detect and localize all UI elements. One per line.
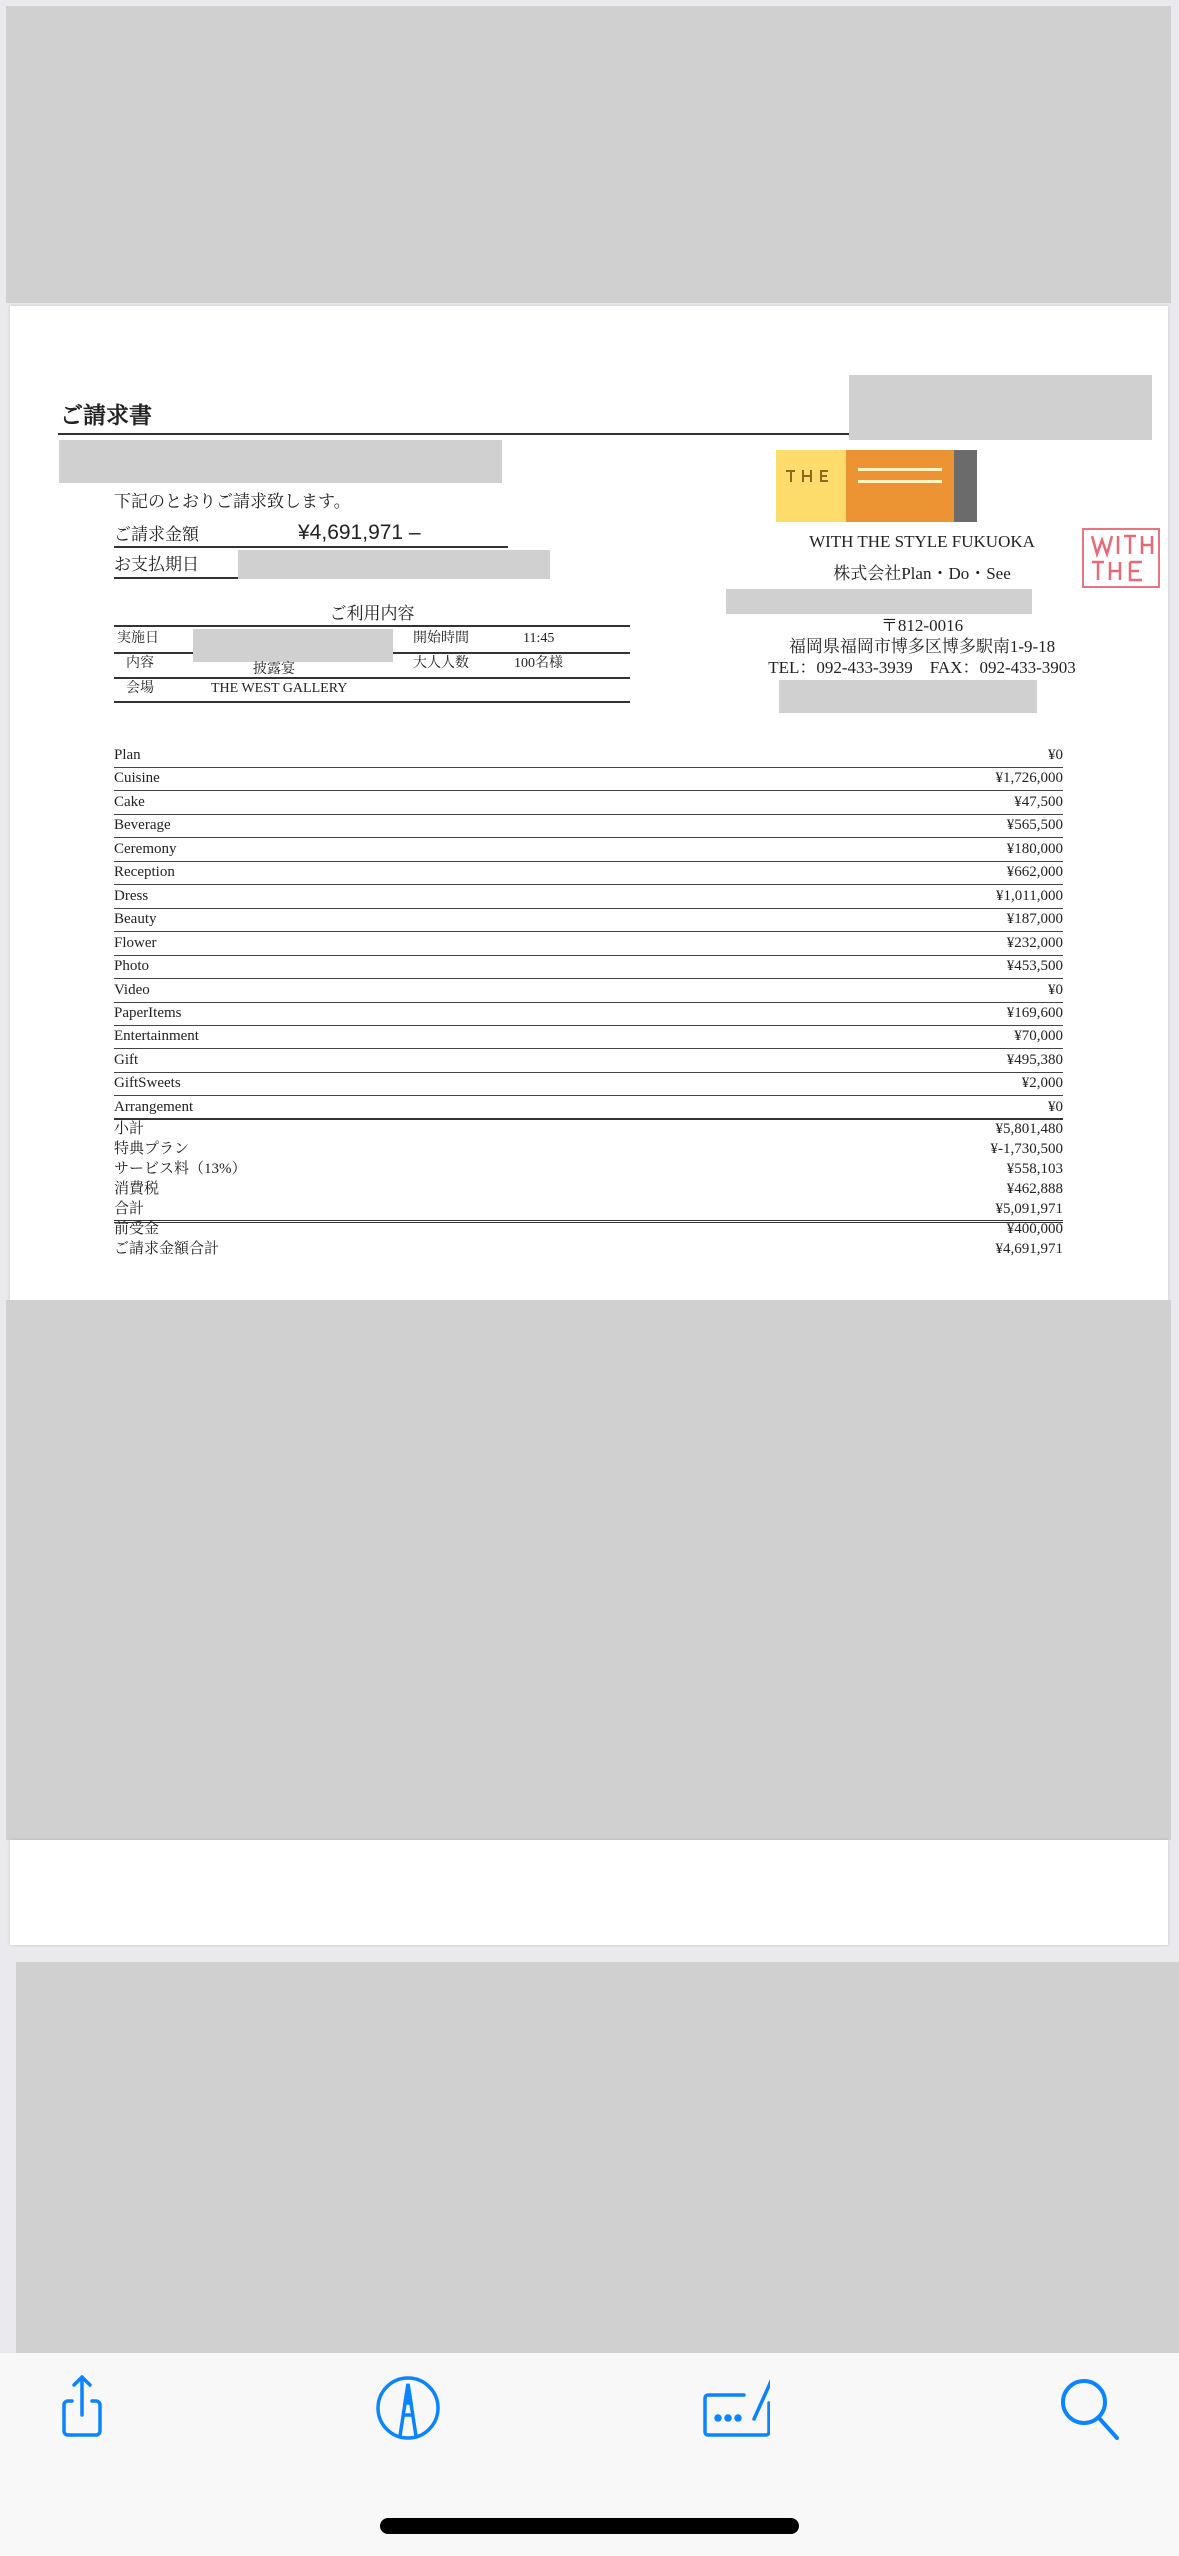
summary-value: ¥4,691,971: [995, 1241, 1063, 1257]
line-item-row: [114, 744, 1063, 768]
line-item-label: Cake: [114, 793, 145, 810]
markup-icon[interactable]: [373, 2373, 443, 2443]
start-value: 11:45: [523, 631, 555, 646]
line-item-value: ¥70,000: [1014, 1028, 1063, 1045]
summary-value: ¥462,888: [1006, 1181, 1063, 1197]
issuer-address: 福岡県福岡市博多区博多駅南1-9-18: [788, 637, 1056, 656]
line-item-label: Reception: [114, 864, 175, 881]
line-item-row: [114, 838, 1063, 862]
line-item-label: Cuisine: [114, 770, 160, 787]
issuer-company: 株式会社Plan・Do・See: [833, 564, 1011, 583]
summary-label: 小計: [114, 1121, 145, 1137]
line-item-value: ¥47,500: [1014, 793, 1063, 810]
line-item-row: [114, 1002, 1063, 1026]
summary-label: サービス料（13%）: [114, 1161, 247, 1177]
adults-label: 大人人数: [413, 656, 469, 671]
share-icon[interactable]: [48, 2373, 118, 2443]
company-logo: [776, 450, 977, 522]
redacted-page-region: [6, 6, 1171, 303]
line-item-label: Beauty: [114, 911, 157, 928]
amount-value: ¥4,691,971 –: [298, 521, 421, 544]
line-item-row: [114, 979, 1063, 1003]
line-item-label: Entertainment: [114, 1028, 199, 1045]
document-title: ご請求書: [60, 402, 152, 429]
summary-label: 合計: [114, 1201, 145, 1217]
line-item-row: [114, 861, 1063, 885]
redacted-issuer-contact: [779, 680, 1037, 713]
line-item-row: [114, 908, 1063, 932]
usage-rule: [114, 701, 630, 703]
summary-row: [114, 1220, 1063, 1240]
redacted-page-region: [6, 1300, 1171, 1840]
adults-value: 100名様: [514, 656, 563, 671]
summary-row: [114, 1140, 1063, 1160]
summary-value: ¥558,103: [1006, 1161, 1063, 1177]
next-page: [10, 1840, 1168, 1945]
line-item-value: ¥169,600: [1006, 1004, 1063, 1021]
line-item-row: [114, 1049, 1063, 1073]
date-label: 実施日: [117, 631, 159, 646]
summary-row: [114, 1160, 1063, 1180]
intro-text: 下記のとおりご請求致します。: [114, 492, 351, 511]
issuer-phone: TEL：092-433-3939 FAX：092-433-3903: [768, 658, 1076, 677]
usage-rule: [114, 625, 630, 627]
line-item-value: ¥187,000: [1006, 911, 1063, 928]
line-item-row: [114, 885, 1063, 909]
venue-value: THE WEST GALLERY: [211, 681, 348, 696]
line-item-label: Photo: [114, 958, 150, 975]
line-item-value: ¥565,500: [1006, 817, 1063, 834]
line-item-value: ¥495,380: [1006, 1051, 1063, 1068]
line-item-row: [114, 1096, 1063, 1120]
summary-value: ¥5,801,480: [995, 1121, 1063, 1137]
line-item-value: ¥2,000: [1021, 1075, 1063, 1092]
line-item-label: Plan: [114, 747, 141, 763]
line-item-value: ¥0: [1048, 1098, 1063, 1115]
signature-icon[interactable]: [700, 2373, 770, 2443]
line-item-label: Flower: [114, 934, 157, 951]
amount-underline: [114, 546, 508, 548]
line-item-row: [114, 1072, 1063, 1096]
summary-row: [114, 1120, 1063, 1140]
summary-label: ご請求金額合計: [114, 1241, 220, 1257]
redacted-header-right: [849, 375, 1152, 440]
line-item-label: Gift: [114, 1051, 139, 1068]
issuer-name: WITH THE STYLE FUKUOKA: [809, 532, 1035, 551]
home-indicator[interactable]: [380, 2518, 799, 2534]
redacted-page-region: [16, 1962, 1179, 2353]
start-label: 開始時間: [413, 631, 469, 646]
summary-value: ¥-1,730,500: [990, 1141, 1063, 1157]
line-item-value: ¥232,000: [1006, 934, 1063, 951]
line-item-value: ¥662,000: [1006, 864, 1063, 881]
line-item-value: ¥453,500: [1006, 958, 1063, 975]
summary-row: [114, 1180, 1063, 1200]
venue-label: 会場: [126, 681, 154, 696]
line-item-label: Video: [114, 981, 150, 998]
summary-value: ¥400,000: [1006, 1221, 1063, 1237]
redacted-recipient: [59, 440, 502, 483]
summary-row: [114, 1240, 1063, 1260]
line-item-label: Arrangement: [114, 1098, 194, 1115]
summary-label: 前受金: [114, 1221, 160, 1237]
amount-label: ご請求金額: [114, 525, 199, 544]
line-item-label: PaperItems: [114, 1004, 182, 1021]
summary-label: 特典プラン: [114, 1141, 190, 1157]
line-item-row: [114, 1025, 1063, 1049]
line-item-value: ¥1,726,000: [995, 770, 1063, 787]
line-item-value: ¥180,000: [1006, 840, 1063, 857]
line-item-label: Ceremony: [114, 840, 177, 857]
line-item-row: [114, 814, 1063, 838]
content-label: 内容: [126, 656, 154, 671]
summary-value: ¥5,091,971: [995, 1201, 1063, 1217]
issuer-postal: 〒812-0016: [880, 616, 964, 635]
title-rule: [58, 433, 850, 435]
line-item-row: [114, 767, 1063, 791]
line-item-value: ¥1,011,000: [996, 887, 1063, 904]
line-item-value: ¥0: [1048, 747, 1063, 763]
summary-label: 消費税: [114, 1181, 160, 1197]
redacted-due-date: [238, 550, 550, 579]
search-icon[interactable]: [1055, 2373, 1125, 2443]
redacted-issuer-info: [726, 589, 1032, 614]
content-value: 披露宴: [253, 662, 295, 677]
line-item-row: [114, 955, 1063, 979]
due-underline: [114, 577, 239, 579]
usage-rule: [114, 677, 630, 679]
redacted-date: [193, 629, 393, 662]
line-item-label: GiftSweets: [114, 1075, 181, 1092]
due-label: お支払期日: [114, 555, 199, 574]
line-item-label: Beverage: [114, 817, 171, 834]
line-item-value: ¥0: [1048, 981, 1063, 998]
usage-heading: ご利用内容: [329, 604, 415, 623]
line-item-label: Dress: [114, 887, 149, 904]
line-item-row: [114, 932, 1063, 956]
line-item-row: [114, 791, 1063, 815]
